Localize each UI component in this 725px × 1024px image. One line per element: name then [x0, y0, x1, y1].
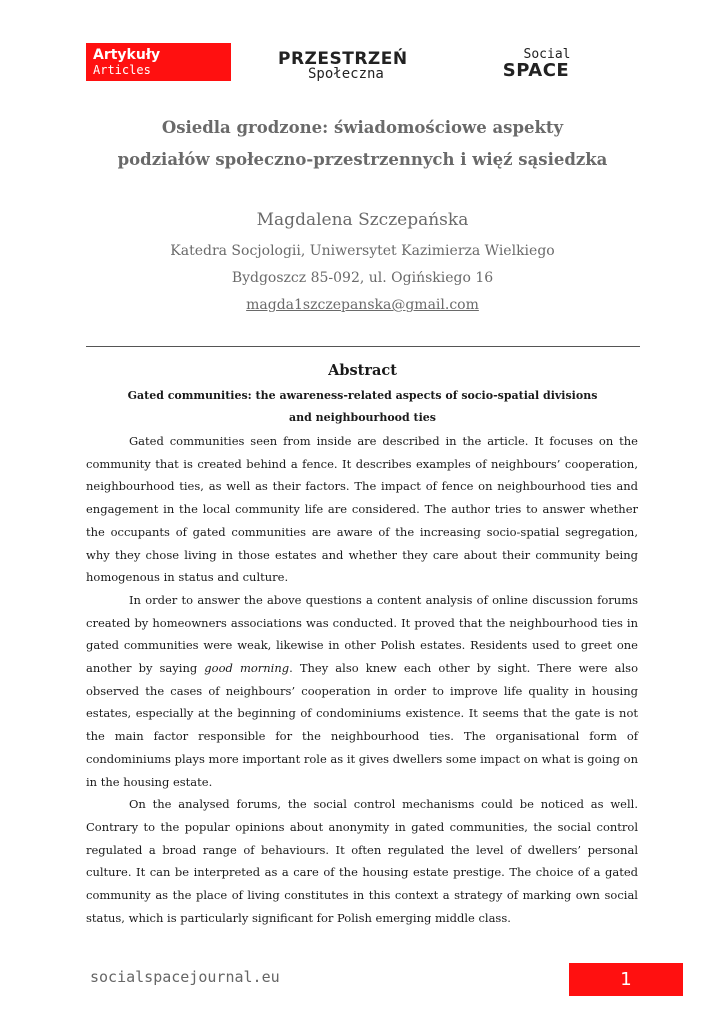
section-label-en: Articles: [93, 63, 151, 77]
abstract-body: [86, 430, 638, 929]
page-number-box: [569, 963, 683, 996]
article-title-line2: podziałów społeczno-przestrzennych i więź sąsiedzka: [117, 150, 608, 169]
abstract-paragraph-3: On the analysed forums, the social control mechanisms could be noticed as well. Contrary to the popular opinions about anonymity in gated communities, the social control regulated a broad range of behaviours. It often regulated the level of dwellers’ personal culture. It can be interpreted as a care of the housing estate prestige. The choice of a gated community as the place of living constitutes in this context a strategy of marking own social status, which is particularly significant for Polish emerging middle class.: [86, 797, 638, 925]
abstract-paragraph-2: [86, 589, 638, 793]
logo-social-word: Social: [523, 47, 571, 62]
logo-spoleczna-word: Społeczna: [308, 66, 384, 82]
author-email-link[interactable]: magda1szczepanska@gmail.com: [246, 297, 479, 313]
abstract-paragraph-1: Gated communities seen from inside are described in the article. It focuses on the community that is created behind a fence. It describes examples of neighbours’ cooperation, neighbourhood ties, as well as their factors. The impact of fence on neighbourhood ties and engagement in the local community life are considered. The author tries to answer whether the occupants of gated communities are aware of the increasing socio-spatial segregation, why they chose living in those estates and whether they care about their community being homogenous in status and culture.: [86, 434, 638, 585]
social-space-logo: [490, 48, 582, 80]
section-tag: [86, 43, 231, 81]
logo-space-word: SPACE: [502, 60, 570, 81]
przestrzen-spoleczna-logo: [278, 51, 438, 81]
paragraph-2-text-a: In order to answer the above questions a content analysis of online discussion forums created by homeowners associations was conducted. It proved that the neighbourhood ties in gated communities were weak, likewise in other Polish estates. Residents used to greet one another by saying: [86, 592, 638, 676]
logo-przestrzen-word: PRZESTRZEŃ: [278, 49, 408, 69]
affiliation-institution: Katedra Socjologii, Uniwersytet Kazimierza Wielkiego: [170, 243, 555, 259]
section-divider: [86, 346, 640, 347]
abstract-subtitle-line2: and neighbourhood ties: [289, 411, 436, 424]
journal-url: socialspacejournal.eu: [90, 968, 280, 986]
paragraph-2-text-b: . They also knew each other by sight. There were also observed the cases of neighbours’ cooperation in order to improve life quality in housing estates, especially at the beginning of condominiums existence. It seems that the gate is not the main factor responsible for the neighbourhood ties. The organisational form of condominiums plays more important role as it gives dwellers some impact on what is going on in the housing estate.: [86, 661, 639, 789]
author-name: Magdalena Szczepańska: [256, 210, 469, 230]
abstract-subtitle-line1: Gated communities: the awareness-related aspects of socio-spatial divisions: [127, 389, 598, 402]
section-label-pl: Artykuły: [93, 47, 161, 63]
abstract-heading: Abstract: [328, 362, 397, 379]
article-title-line1: Osiedla grodzone: świadomościowe aspekty: [161, 118, 564, 137]
affiliation-address: Bydgoszcz 85-092, ul. Ogińskiego 16: [231, 270, 494, 286]
page-number: 1: [620, 969, 632, 990]
paragraph-2-italic-phrase: good morning: [204, 661, 290, 676]
